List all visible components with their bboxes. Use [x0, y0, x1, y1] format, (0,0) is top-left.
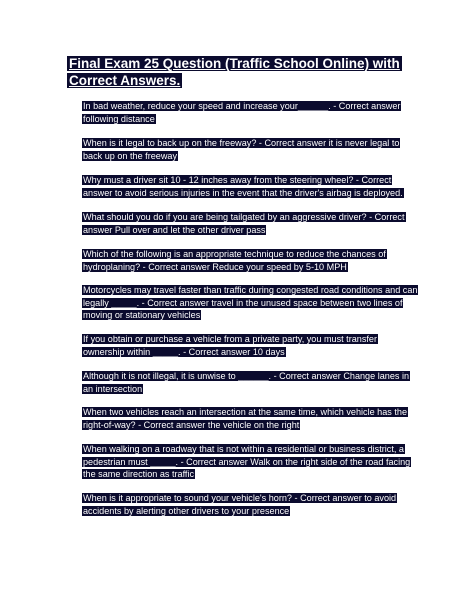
qa-item-4: What should you do if you are being tailgated by an aggressive driver? - Correct answer Pull over and let the other driver pass	[83, 212, 405, 235]
qa-item-7: If you obtain or purchase a vehicle from a private party, you must transfer ownership within _____. - Correct answer 10 days	[83, 334, 378, 357]
qa-item-10: When walking on a roadway that is not within a residential or business district, a pedestrian must _____. - Correct answer Walk on the right side of the road facing the same direction as traffic	[83, 444, 411, 479]
qa-item-8: Although it is not illegal, it is unwise to ______. - Correct answer Change lanes in an intersection	[83, 371, 410, 394]
qa-item-1: In bad weather, reduce your speed and increase your______. - Correct answer following distance	[83, 101, 401, 124]
qa-item-3: Why must a driver sit 10 - 12 inches away from the steering wheel? - Correct answer to avoid serious injuries in the event that the driver's airbag is deployed.	[83, 175, 403, 198]
qa-item-6: Motorcycles may travel faster than traffic during congested road conditions and can legally _____. - Correct answer travel in the unused space between two lines of moving or stationary vehicles	[83, 285, 418, 320]
qa-item-9: When two vehicles reach an intersection at the same time, which vehicle has the right-of-way? - Correct answer the vehicle on the right	[83, 407, 408, 430]
qa-item-5: Which of the following is an appropriate technique to reduce the chances of hydroplaning? - Correct answer Reduce your speed by 5-10 MPH	[83, 249, 386, 272]
qa-item-11: When is it appropriate to sound your vehicle's horn? - Correct answer to avoid accidents by alerting other drivers to your presence	[83, 493, 397, 516]
qa-item-2: When is it legal to back up on the freeway? - Correct answer it is never legal to back up on the freeway	[83, 138, 400, 161]
document-title: Final Exam 25 Question (Traffic School Online) with Correct Answers.	[69, 56, 400, 88]
